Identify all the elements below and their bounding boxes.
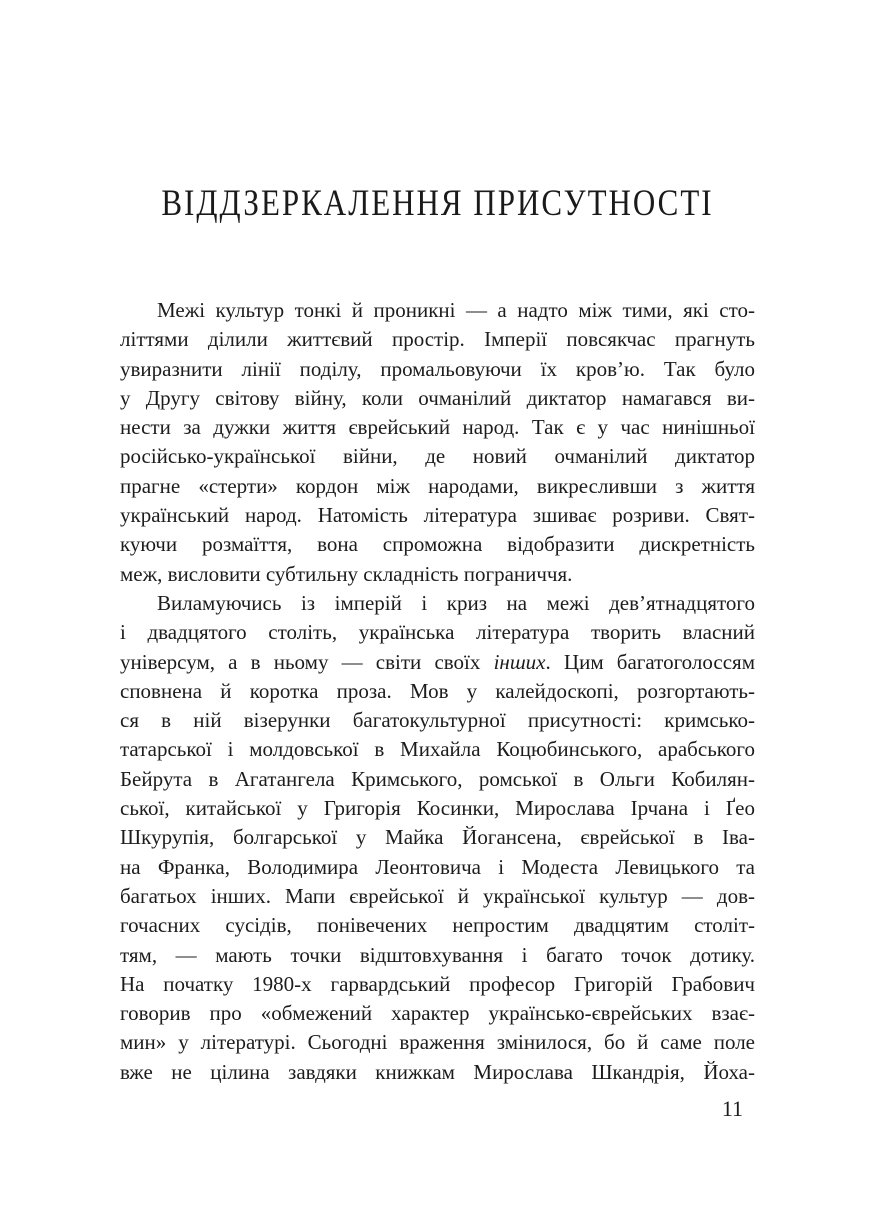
text-line xyxy=(120,355,755,384)
text-segment: на Франка, Володимира Леонтовича і Модеста Левицького та xyxy=(120,854,755,879)
text-segment: у Другу світову війну, коли очманілий диктатор намагався ви- xyxy=(120,385,755,410)
text-line xyxy=(120,882,755,911)
paragraph xyxy=(120,296,755,589)
text-segment: . Цим багатоголоссям xyxy=(545,649,755,674)
text-segment: сповнена й коротка проза. Мов у калейдоскопі, розгортають- xyxy=(120,678,755,703)
text-line xyxy=(120,1058,755,1087)
text-segment: прагне «стерти» кордон між народами, викресливши з життя xyxy=(120,473,755,498)
page-number: 11 xyxy=(721,1096,743,1121)
text-segment: тям, — мають точки відштовхування і багато точок дотику. xyxy=(120,942,755,967)
text-line xyxy=(120,823,755,852)
text-segment: ся в ній візерунки багатокультурної присутності: кримсько- xyxy=(120,708,755,733)
text-line xyxy=(120,794,755,823)
text-segment: гочасних сусідів, понівечених непростим двадцятим століт- xyxy=(120,913,755,938)
text-segment: увиразнити лінії поділу, промальовуючи їх кров’ю. Так було xyxy=(120,356,755,381)
text-segment: український народ. Натомість література зшиває розриви. Свят- xyxy=(120,503,755,528)
text-line xyxy=(120,648,755,677)
text-segment: куючи розмаїття, вона спроможна відобразити дискретність xyxy=(120,532,755,557)
text-line xyxy=(120,560,755,589)
text-segment: Шкурупія, болгарської у Майка Йогансена, єврейської в Іва- xyxy=(120,825,755,850)
text-segment: На початку 1980-х гарвардський професор Григорій Грабович xyxy=(120,971,755,996)
text-line xyxy=(120,970,755,999)
page-title: ВІДДЗЕРКАЛЕННЯ ПРИСУТНОСТІ xyxy=(161,182,714,224)
text-line xyxy=(120,911,755,940)
text-line xyxy=(120,413,755,442)
text-line xyxy=(120,765,755,794)
text-segment: Межі культур тонкі й проникні — а надто між тими, які сто- xyxy=(157,298,755,322)
italic-text: інших xyxy=(493,649,546,674)
text-segment: татарської і молдовської в Михайла Коцюбинського, арабського xyxy=(120,737,755,762)
text-segment: мин» у літературі. Сьогодні враження змінилося, бо й саме поле xyxy=(120,1030,755,1055)
paragraph xyxy=(120,589,755,1087)
text-line xyxy=(120,853,755,882)
text-line xyxy=(120,325,755,354)
text-line xyxy=(120,677,755,706)
text-segment: нести за дужки життя єврейський народ. Так є у час нинішньої xyxy=(120,415,755,440)
text-line xyxy=(120,530,755,559)
text-segment: Виламуючись із імперій і криз на межі дев’ятнадцятого xyxy=(157,590,755,615)
text-line xyxy=(120,941,755,970)
text-segment: і двадцятого століть, українська література творить власний xyxy=(120,620,755,645)
text-line xyxy=(120,999,755,1028)
body-text xyxy=(120,296,755,1087)
text-segment: літтями ділили життєвий простір. Імперії повсякчас прагнуть xyxy=(120,327,755,352)
text-line xyxy=(120,618,755,647)
text-line xyxy=(120,735,755,764)
text-segment: Бейрута в Агатангела Кримського, ромської в Ольги Кобилян- xyxy=(120,766,755,791)
text-segment: говорив про «обмежений характер українсько-єврейських взає- xyxy=(120,1001,755,1026)
text-line xyxy=(120,589,755,618)
text-line xyxy=(120,472,755,501)
text-segment: універсум, а в ньому — світи своїх xyxy=(120,649,494,674)
text-line xyxy=(120,706,755,735)
text-line xyxy=(120,442,755,471)
text-segment: багатьох інших. Мапи єврейської й української культур — дов- xyxy=(120,883,755,908)
text-segment: російсько-української війни, де новий очманілий диктатор xyxy=(120,444,755,469)
text-line xyxy=(120,1028,755,1057)
text-line xyxy=(120,501,755,530)
text-segment: вже не цілина завдяки книжкам Мирослава Шкандрія, Йоха- xyxy=(120,1059,755,1084)
text-segment: меж, висловити субтильну складність пограниччя. xyxy=(120,561,573,586)
text-line xyxy=(120,296,755,325)
text-segment: ської, китайської у Григорія Косинки, Мирослава Ірчана і Ґео xyxy=(120,796,755,821)
text-line xyxy=(120,384,755,413)
